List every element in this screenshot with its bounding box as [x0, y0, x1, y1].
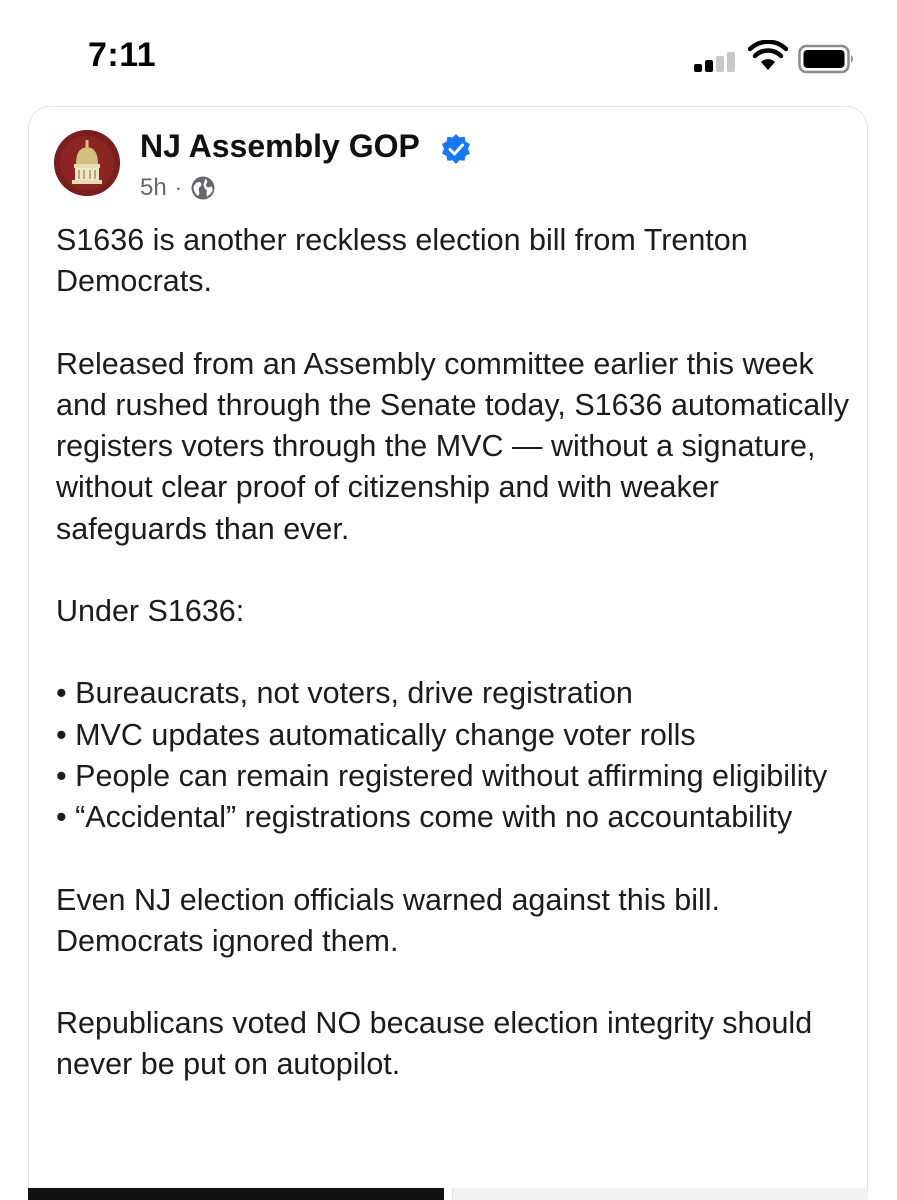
attached-media-preview[interactable] — [452, 1188, 868, 1200]
globe-icon[interactable] — [190, 175, 216, 201]
meta-separator: · — [174, 175, 183, 200]
post-timestamp[interactable]: 5h — [140, 174, 167, 201]
bullet-item: • MVC updates automatically change voter rolls — [56, 717, 696, 752]
bullet-item: • “Accidental” registrations come with no accountability — [56, 800, 793, 835]
cellular-signal-icon — [694, 52, 736, 72]
verified-badge-icon — [440, 133, 472, 165]
post-paragraph: Republicans voted NO because election integrity should never be put on autopilot. — [56, 1006, 813, 1082]
author-name[interactable]: NJ Assembly GOP — [140, 128, 420, 164]
post-paragraph: Even NJ election officials warned against this bill. Democrats ignored them. — [56, 882, 721, 958]
capitol-dome-icon — [54, 130, 120, 196]
bullet-item: • Bureaucrats, not voters, drive registration — [56, 676, 633, 711]
post-paragraph: S1636 is another reckless election bill from Trenton Democrats. — [56, 223, 748, 299]
wifi-icon — [748, 40, 788, 72]
battery-icon — [798, 44, 856, 74]
status-bar — [0, 0, 897, 100]
status-time: 7:11 — [88, 36, 157, 74]
bullet-list — [56, 673, 856, 838]
avatar[interactable] — [54, 130, 120, 196]
bullet-item: • People can remain registered without affirming eligibility — [56, 758, 828, 793]
attached-media-preview[interactable] — [28, 1188, 444, 1200]
post-body — [56, 220, 856, 1127]
post-paragraph: Released from an Assembly committee earlier this week and rushed through the Senate today, S1636 automatically registers voters through the MVC — without a signature, without clear proof of citizenship and with weaker safeguards than ever. — [56, 346, 849, 546]
post-paragraph: Under S1636: — [56, 594, 245, 629]
post-meta — [140, 172, 216, 204]
